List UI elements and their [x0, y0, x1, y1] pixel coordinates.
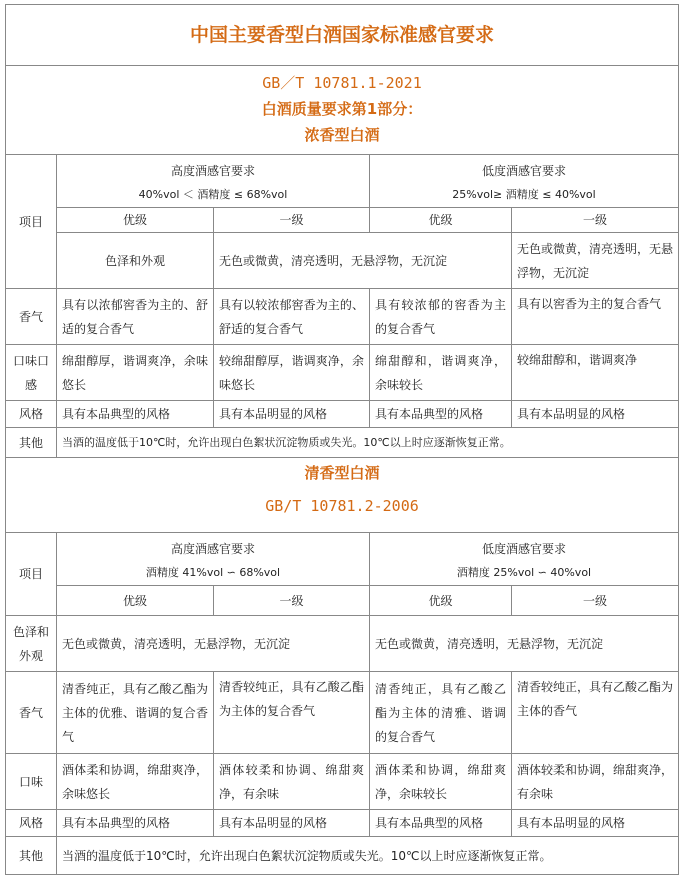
section2-grade-high-b: 一级 [214, 586, 370, 616]
section1-grade-row [6, 208, 679, 233]
section2-color-high: 无色或微黄，清亮透明，无悬浮物，无沉淀 [57, 616, 370, 672]
section2-grade-row [6, 586, 679, 616]
section2-grade-low-a: 优级 [370, 586, 512, 616]
section2-taste-cell-3: 酒体柔和协调，绵甜爽净，余味较长 [370, 754, 512, 810]
section2-low-header [370, 533, 679, 586]
section2-style-cell-1: 具有本品典型的风格 [57, 810, 214, 837]
section2-color-label: 色泽和外观 [6, 616, 57, 672]
section1-color-low: 无色或微黄，清亮透明，无悬浮物，无沉淀 [512, 233, 679, 289]
section1-taste-cell-1: 绵甜醇厚，谐调爽净，余味悠长 [57, 345, 214, 401]
section1-other-label: 其他 [6, 428, 57, 458]
section2-taste-cell-2: 酒体较柔和协调、绵甜爽净，有余味 [214, 754, 370, 810]
section2-high-title: 高度酒感官要求 [170, 542, 255, 556]
section1-color-row [6, 233, 679, 289]
section1-high-header [57, 155, 370, 208]
section2-style-row [6, 810, 679, 837]
section2-style-cell-4: 具有本品明显的风格 [512, 810, 679, 837]
section2-item-label: 项目 [6, 533, 57, 616]
section2-other-label: 其他 [6, 837, 57, 875]
section1-style-cell-3: 具有本品典型的风格 [370, 401, 512, 428]
section2-color-row [6, 616, 679, 672]
section2-style-cell-3: 具有本品典型的风格 [370, 810, 512, 837]
standards-table [5, 4, 679, 875]
section1-color-label: 色泽和外观 [57, 233, 214, 289]
section2-aroma-cell-1: 清香纯正，具有乙酸乙酯为主体的优雅、谐调的复合香气 [57, 672, 214, 754]
section2-taste-row [6, 754, 679, 810]
title-row [6, 5, 679, 66]
section1-subtitle2: 浓香型白酒 [304, 126, 380, 144]
section2-other-row [6, 837, 679, 875]
standards-document [5, 4, 678, 875]
section2-style-cell-2: 具有本品明显的风格 [214, 810, 370, 837]
section1-aroma-cell-4: 具有以窖香为主的复合香气 [512, 289, 679, 345]
section1-taste-cell-4: 较绵甜醇和，谐调爽净 [512, 345, 679, 401]
section1-level-header-row [6, 155, 679, 208]
section2-header [6, 458, 679, 533]
section2-high-header [57, 533, 370, 586]
section2-header-row [6, 458, 679, 533]
section1-taste-label: 口味口感 [6, 345, 57, 401]
section1-other-row [6, 428, 679, 458]
section1-aroma-cell-3: 具有较浓郁的窖香为主的复合香气 [370, 289, 512, 345]
section2-taste-cell-4: 酒体较柔和协调，绵甜爽净，有余味 [512, 754, 679, 810]
section2-aroma-label: 香气 [6, 672, 57, 754]
section1-style-label: 风格 [6, 401, 57, 428]
section1-style-row [6, 401, 679, 428]
section2-standard: GB/T 10781.2-2006 [265, 497, 419, 515]
section2-taste-cell-1: 酒体柔和协调，绵甜爽净，余味悠长 [57, 754, 214, 810]
section1-grade-high-a: 优级 [57, 208, 214, 233]
section1-standard: GB／T 10781.1-2021 [262, 74, 422, 92]
section1-other-text: 当酒的温度低于10℃时，允许出现白色絮状沉淀物质或失光。10℃以上时应逐渐恢复正常。 [57, 428, 679, 458]
section1-taste-cell-2: 较绵甜醇厚，谐调爽净，余味悠长 [214, 345, 370, 401]
section1-taste-row [6, 345, 679, 401]
section2-taste-label: 口味 [6, 754, 57, 810]
section1-aroma-cell-1: 具有以浓郁窖香为主的、舒适的复合香气 [57, 289, 214, 345]
section1-subtitle1: 白酒质量要求第1部分： [261, 100, 423, 118]
section2-high-condition: 酒精度 41%vol ∽ 68%vol [145, 566, 281, 579]
section2-style-label: 风格 [6, 810, 57, 837]
section2-color-low: 无色或微黄，清亮透明，无悬浮物，无沉淀 [370, 616, 679, 672]
section1-color-high: 无色或微黄，清亮透明，无悬浮物，无沉淀 [214, 233, 512, 289]
section1-grade-high-b: 一级 [214, 208, 370, 233]
section2-low-condition: 酒精度 25%vol ∽ 40%vol [456, 566, 592, 579]
section1-item-label: 项目 [6, 155, 57, 289]
section1-high-title: 高度酒感官要求 [170, 164, 255, 178]
section1-header [6, 66, 679, 155]
section1-grade-low-b: 一级 [512, 208, 679, 233]
section2-aroma-cell-2: 清香较纯正，具有乙酸乙酯为主体的复合香气 [214, 672, 370, 754]
section1-style-cell-4: 具有本品明显的风格 [512, 401, 679, 428]
section1-taste-cell-3: 绵甜醇和，谐调爽净，余味较长 [370, 345, 512, 401]
section1-low-condition: 25%vol≥ 酒精度 ≤ 40%vol [452, 188, 596, 201]
section1-style-cell-2: 具有本品明显的风格 [214, 401, 370, 428]
section1-style-cell-1: 具有本品典型的风格 [57, 401, 214, 428]
section2-low-title: 低度酒感官要求 [482, 542, 567, 556]
section1-aroma-cell-2: 具有以较浓郁窖香为主的、舒适的复合香气 [214, 289, 370, 345]
section1-aroma-label: 香气 [6, 289, 57, 345]
section1-high-condition: 40%vol ＜ 酒精度 ≤ 68%vol [138, 188, 288, 201]
section1-aroma-row [6, 289, 679, 345]
section1-low-header [370, 155, 679, 208]
section1-header-row [6, 66, 679, 155]
section2-level-header-row [6, 533, 679, 586]
section2-subtitle: 清香型白酒 [304, 464, 380, 482]
section2-aroma-cell-3: 清香纯正，具有乙酸乙酯为主体的清雅、谐调的复合香气 [370, 672, 512, 754]
section2-grade-low-b: 一级 [512, 586, 679, 616]
section2-grade-high-a: 优级 [57, 586, 214, 616]
section1-low-title: 低度酒感官要求 [482, 164, 567, 178]
page-title: 中国主要香型白酒国家标准感官要求 [6, 5, 679, 66]
section2-aroma-row [6, 672, 679, 754]
section2-aroma-cell-4: 清香较纯正，具有乙酸乙酯为主体的香气 [512, 672, 679, 754]
section2-other-text: 当酒的温度低于10℃时，允许出现白色絮状沉淀物质或失光。10℃以上时应逐渐恢复正常。 [57, 837, 679, 875]
section1-grade-low-a: 优级 [370, 208, 512, 233]
